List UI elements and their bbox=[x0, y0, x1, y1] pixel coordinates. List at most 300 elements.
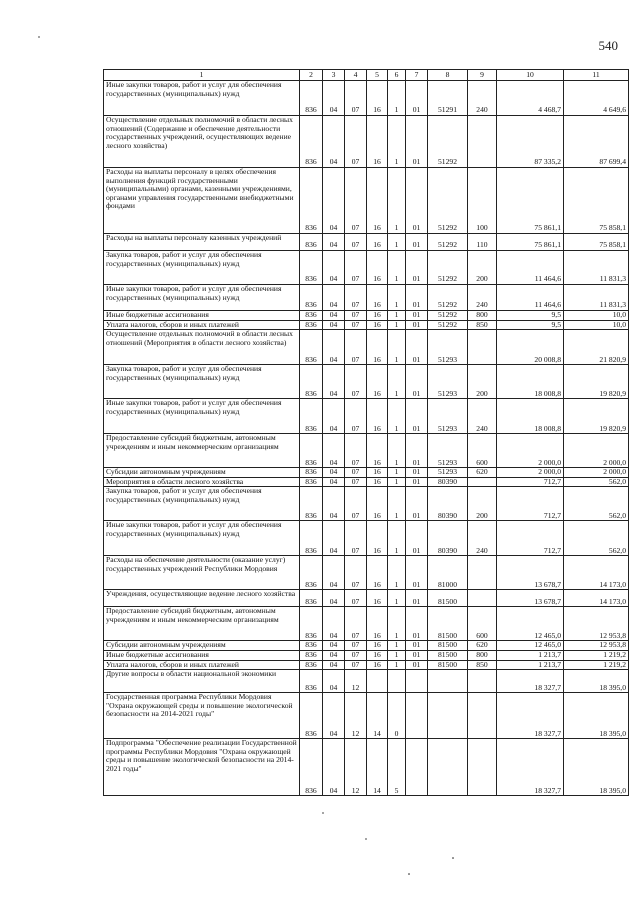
column-header-7: 7 bbox=[406, 70, 428, 81]
expense-type-code-cell bbox=[468, 116, 497, 168]
direction-code-cell: 51293 bbox=[428, 365, 468, 399]
amount-2020-cell: 18 008,8 bbox=[497, 399, 564, 434]
section-code-cell: 04 bbox=[323, 468, 345, 478]
program-code-cell: 16 bbox=[367, 320, 388, 330]
main-event-code-cell bbox=[406, 670, 428, 693]
direction-code-cell: 51293 bbox=[428, 434, 468, 468]
expense-name-cell: Осуществление отдельных полномочий в области лесных отношений (Содержание и обеспечение деятельности государственных учреждений, осуществляющих ведение лесного хозяйства) bbox=[104, 116, 300, 168]
amount-2021-cell: 19 820,9 bbox=[564, 399, 629, 434]
owner-code-cell: 836 bbox=[300, 320, 323, 330]
expense-type-code-cell: 240 bbox=[468, 285, 497, 311]
main-event-code-cell: 01 bbox=[406, 320, 428, 330]
expense-name-cell: Иные бюджетные ассигнования bbox=[104, 650, 300, 660]
subprogram-code-cell: 5 bbox=[388, 739, 406, 796]
section-code-cell: 04 bbox=[323, 650, 345, 660]
owner-code-cell: 836 bbox=[300, 234, 323, 251]
table-row bbox=[104, 81, 629, 116]
table-row bbox=[104, 590, 629, 607]
amount-2021-cell: 2 000,0 bbox=[564, 468, 629, 478]
expense-name-cell: Уплата налогов, сборов и иных платежей bbox=[104, 320, 300, 330]
expense-name-cell: Другие вопросы в области национальной экономики bbox=[104, 670, 300, 693]
table-row bbox=[104, 330, 629, 365]
subprogram-code-cell: 1 bbox=[388, 311, 406, 321]
owner-code-cell: 836 bbox=[300, 116, 323, 168]
amount-2021-cell: 10,0 bbox=[564, 311, 629, 321]
expense-type-code-cell bbox=[468, 477, 497, 487]
scan-speck bbox=[322, 812, 324, 814]
expense-name-cell: Субсидии автономным учреждениям bbox=[104, 468, 300, 478]
amount-2021-cell: 75 858,1 bbox=[564, 234, 629, 251]
subprogram-code-cell: 1 bbox=[388, 660, 406, 670]
expense-type-code-cell: 850 bbox=[468, 660, 497, 670]
subprogram-code-cell: 1 bbox=[388, 330, 406, 365]
section-code-cell: 04 bbox=[323, 251, 345, 285]
section-code-cell: 04 bbox=[323, 311, 345, 321]
expense-name-cell: Расходы на выплаты персоналу в целях обеспечения выполнения функций государственными (муниципальными) органами, казенными учреждениями, органами управления государственными внебюджетными фондами bbox=[104, 168, 300, 234]
subsection-code-cell: 07 bbox=[345, 81, 367, 116]
program-code-cell: 16 bbox=[367, 521, 388, 556]
table-row bbox=[104, 468, 629, 478]
amount-2020-cell: 75 861,1 bbox=[497, 234, 564, 251]
amount-2020-cell: 2 000,0 bbox=[497, 468, 564, 478]
table-row bbox=[104, 487, 629, 521]
column-header-5: 5 bbox=[367, 70, 388, 81]
program-code-cell: 16 bbox=[367, 365, 388, 399]
subprogram-code-cell: 1 bbox=[388, 590, 406, 607]
expense-type-code-cell bbox=[468, 330, 497, 365]
subsection-code-cell: 07 bbox=[345, 330, 367, 365]
section-code-cell: 04 bbox=[323, 330, 345, 365]
owner-code-cell: 836 bbox=[300, 285, 323, 311]
expense-type-code-cell: 620 bbox=[468, 641, 497, 651]
direction-code-cell: 51292 bbox=[428, 285, 468, 311]
main-event-code-cell: 01 bbox=[406, 607, 428, 641]
direction-code-cell: 51291 bbox=[428, 81, 468, 116]
program-code-cell: 16 bbox=[367, 330, 388, 365]
subsection-code-cell: 07 bbox=[345, 487, 367, 521]
direction-code-cell: 80390 bbox=[428, 477, 468, 487]
section-code-cell: 04 bbox=[323, 81, 345, 116]
subprogram-code-cell: 1 bbox=[388, 477, 406, 487]
subprogram-code-cell bbox=[388, 670, 406, 693]
table-row bbox=[104, 251, 629, 285]
section-code-cell: 04 bbox=[323, 477, 345, 487]
subsection-code-cell: 07 bbox=[345, 556, 367, 590]
subsection-code-cell: 07 bbox=[345, 434, 367, 468]
main-event-code-cell: 01 bbox=[406, 487, 428, 521]
subsection-code-cell: 07 bbox=[345, 285, 367, 311]
expense-type-code-cell bbox=[468, 670, 497, 693]
expense-type-code-cell: 200 bbox=[468, 251, 497, 285]
subprogram-code-cell: 1 bbox=[388, 168, 406, 234]
expense-name-cell: Иные бюджетные ассигнования bbox=[104, 311, 300, 321]
amount-2020-cell: 20 008,8 bbox=[497, 330, 564, 365]
subprogram-code-cell: 1 bbox=[388, 434, 406, 468]
expense-type-code-cell: 600 bbox=[468, 607, 497, 641]
budget-table bbox=[103, 69, 629, 796]
program-code-cell: 16 bbox=[367, 234, 388, 251]
table-row bbox=[104, 168, 629, 234]
direction-code-cell: 81500 bbox=[428, 650, 468, 660]
main-event-code-cell: 01 bbox=[406, 556, 428, 590]
expense-type-code-cell: 100 bbox=[468, 168, 497, 234]
direction-code-cell: 81000 bbox=[428, 556, 468, 590]
direction-code-cell bbox=[428, 739, 468, 796]
column-header-9: 9 bbox=[468, 70, 497, 81]
program-code-cell: 16 bbox=[367, 311, 388, 321]
direction-code-cell: 51292 bbox=[428, 251, 468, 285]
direction-code-cell: 51292 bbox=[428, 116, 468, 168]
section-code-cell: 04 bbox=[323, 434, 345, 468]
subprogram-code-cell: 1 bbox=[388, 81, 406, 116]
expense-type-code-cell: 200 bbox=[468, 487, 497, 521]
subsection-code-cell: 12 bbox=[345, 693, 367, 739]
section-code-cell: 04 bbox=[323, 116, 345, 168]
amount-2020-cell: 75 861,1 bbox=[497, 168, 564, 234]
column-header-3: 3 bbox=[323, 70, 345, 81]
owner-code-cell: 836 bbox=[300, 693, 323, 739]
main-event-code-cell: 01 bbox=[406, 168, 428, 234]
program-code-cell: 16 bbox=[367, 434, 388, 468]
amount-2020-cell: 1 213,7 bbox=[497, 660, 564, 670]
table-row bbox=[104, 477, 629, 487]
expense-type-code-cell: 240 bbox=[468, 399, 497, 434]
section-code-cell: 04 bbox=[323, 693, 345, 739]
program-code-cell: 16 bbox=[367, 487, 388, 521]
main-event-code-cell bbox=[406, 693, 428, 739]
expense-name-cell: Закупка товаров, работ и услуг для обеспечения государственных (муниципальных) нужд bbox=[104, 487, 300, 521]
program-code-cell bbox=[367, 670, 388, 693]
table-row bbox=[104, 365, 629, 399]
owner-code-cell: 836 bbox=[300, 641, 323, 651]
expense-type-code-cell bbox=[468, 590, 497, 607]
subsection-code-cell: 07 bbox=[345, 311, 367, 321]
amount-2021-cell: 11 831,3 bbox=[564, 285, 629, 311]
main-event-code-cell: 01 bbox=[406, 251, 428, 285]
amount-2021-cell: 4 649,6 bbox=[564, 81, 629, 116]
subprogram-code-cell: 1 bbox=[388, 320, 406, 330]
expense-name-cell: Иные закупки товаров, работ и услуг для обеспечения государственных (муниципальных) нужд bbox=[104, 81, 300, 116]
table-row bbox=[104, 607, 629, 641]
amount-2021-cell: 1 219,2 bbox=[564, 650, 629, 660]
subsection-code-cell: 07 bbox=[345, 641, 367, 651]
owner-code-cell: 836 bbox=[300, 660, 323, 670]
program-code-cell: 16 bbox=[367, 81, 388, 116]
program-code-cell: 16 bbox=[367, 116, 388, 168]
expense-name-cell: Субсидии автономным учреждениям bbox=[104, 641, 300, 651]
amount-2021-cell: 10,0 bbox=[564, 320, 629, 330]
expense-type-code-cell bbox=[468, 693, 497, 739]
direction-code-cell: 51293 bbox=[428, 399, 468, 434]
program-code-cell: 16 bbox=[367, 399, 388, 434]
table-header-row bbox=[104, 70, 629, 81]
program-code-cell: 16 bbox=[367, 590, 388, 607]
main-event-code-cell: 01 bbox=[406, 650, 428, 660]
subsection-code-cell: 07 bbox=[345, 320, 367, 330]
subprogram-code-cell: 1 bbox=[388, 556, 406, 590]
subprogram-code-cell: 1 bbox=[388, 116, 406, 168]
expense-type-code-cell: 110 bbox=[468, 234, 497, 251]
table-row bbox=[104, 116, 629, 168]
direction-code-cell: 51293 bbox=[428, 468, 468, 478]
amount-2020-cell: 11 464,6 bbox=[497, 251, 564, 285]
amount-2020-cell: 12 465,0 bbox=[497, 641, 564, 651]
subsection-code-cell: 07 bbox=[345, 607, 367, 641]
section-code-cell: 04 bbox=[323, 641, 345, 651]
main-event-code-cell: 01 bbox=[406, 116, 428, 168]
amount-2021-cell: 2 000,0 bbox=[564, 434, 629, 468]
amount-2021-cell: 562,0 bbox=[564, 487, 629, 521]
owner-code-cell: 836 bbox=[300, 399, 323, 434]
subsection-code-cell: 07 bbox=[345, 590, 367, 607]
amount-2021-cell: 14 173,0 bbox=[564, 556, 629, 590]
table-row bbox=[104, 556, 629, 590]
amount-2021-cell: 12 953,8 bbox=[564, 607, 629, 641]
main-event-code-cell: 01 bbox=[406, 330, 428, 365]
amount-2020-cell: 4 468,7 bbox=[497, 81, 564, 116]
expense-type-code-cell: 240 bbox=[468, 521, 497, 556]
expense-name-cell: Закупка товаров, работ и услуг для обеспечения государственных (муниципальных) нужд bbox=[104, 365, 300, 399]
program-code-cell: 16 bbox=[367, 477, 388, 487]
owner-code-cell: 836 bbox=[300, 311, 323, 321]
expense-name-cell: Осуществление отдельных полномочий в области лесных отношений (Мероприятия в области лесного хозяйства) bbox=[104, 330, 300, 365]
subprogram-code-cell: 1 bbox=[388, 399, 406, 434]
direction-code-cell: 51292 bbox=[428, 168, 468, 234]
subprogram-code-cell: 1 bbox=[388, 234, 406, 251]
expense-type-code-cell bbox=[468, 556, 497, 590]
subprogram-code-cell: 1 bbox=[388, 487, 406, 521]
table-body bbox=[104, 81, 629, 796]
owner-code-cell: 836 bbox=[300, 168, 323, 234]
expense-type-code-cell bbox=[468, 739, 497, 796]
subsection-code-cell: 07 bbox=[345, 365, 367, 399]
section-code-cell: 04 bbox=[323, 285, 345, 311]
direction-code-cell: 51292 bbox=[428, 234, 468, 251]
direction-code-cell bbox=[428, 693, 468, 739]
table-row bbox=[104, 311, 629, 321]
owner-code-cell: 836 bbox=[300, 739, 323, 796]
amount-2020-cell: 11 464,6 bbox=[497, 285, 564, 311]
expense-name-cell: Предоставление субсидий бюджетным, автономным учреждениям и иным некоммерческим организациям bbox=[104, 607, 300, 641]
expense-type-code-cell: 800 bbox=[468, 311, 497, 321]
table-row bbox=[104, 434, 629, 468]
table-row bbox=[104, 320, 629, 330]
page-number: 540 bbox=[598, 38, 618, 53]
scan-speck bbox=[452, 857, 454, 859]
table-row bbox=[104, 670, 629, 693]
table-row bbox=[104, 739, 629, 796]
amount-2020-cell: 12 465,0 bbox=[497, 607, 564, 641]
amount-2021-cell: 562,0 bbox=[564, 477, 629, 487]
column-header-2: 2 bbox=[300, 70, 323, 81]
amount-2021-cell: 562,0 bbox=[564, 521, 629, 556]
subsection-code-cell: 07 bbox=[345, 521, 367, 556]
subprogram-code-cell: 1 bbox=[388, 251, 406, 285]
direction-code-cell: 81500 bbox=[428, 660, 468, 670]
subprogram-code-cell: 1 bbox=[388, 607, 406, 641]
subsection-code-cell: 07 bbox=[345, 251, 367, 285]
subprogram-code-cell: 1 bbox=[388, 468, 406, 478]
subsection-code-cell: 07 bbox=[345, 116, 367, 168]
main-event-code-cell: 01 bbox=[406, 365, 428, 399]
expense-name-cell: Уплата налогов, сборов и иных платежей bbox=[104, 660, 300, 670]
owner-code-cell: 836 bbox=[300, 365, 323, 399]
main-event-code-cell: 01 bbox=[406, 641, 428, 651]
direction-code-cell bbox=[428, 670, 468, 693]
subsection-code-cell: 12 bbox=[345, 670, 367, 693]
expense-name-cell: Предоставление субсидий бюджетным, автономным учреждениям и иным некоммерческим организациям bbox=[104, 434, 300, 468]
owner-code-cell: 836 bbox=[300, 251, 323, 285]
amount-2020-cell: 712,7 bbox=[497, 477, 564, 487]
amount-2020-cell: 9,5 bbox=[497, 320, 564, 330]
scan-speck bbox=[38, 36, 40, 38]
main-event-code-cell: 01 bbox=[406, 521, 428, 556]
section-code-cell: 04 bbox=[323, 660, 345, 670]
subprogram-code-cell: 1 bbox=[388, 285, 406, 311]
subprogram-code-cell: 1 bbox=[388, 641, 406, 651]
main-event-code-cell: 01 bbox=[406, 468, 428, 478]
expense-type-code-cell: 800 bbox=[468, 650, 497, 660]
section-code-cell: 04 bbox=[323, 487, 345, 521]
section-code-cell: 04 bbox=[323, 365, 345, 399]
amount-2021-cell: 75 858,1 bbox=[564, 168, 629, 234]
main-event-code-cell bbox=[406, 739, 428, 796]
owner-code-cell: 836 bbox=[300, 330, 323, 365]
direction-code-cell: 51293 bbox=[428, 330, 468, 365]
program-code-cell: 16 bbox=[367, 556, 388, 590]
table-row bbox=[104, 285, 629, 311]
program-code-cell: 14 bbox=[367, 739, 388, 796]
program-code-cell: 16 bbox=[367, 607, 388, 641]
main-event-code-cell: 01 bbox=[406, 660, 428, 670]
expense-name-cell: Подпрограмма "Обеспечение реализации Государственной программы Республики Мордовия "Охрана окружающей среды и повышение экологической безопасности на 2014-2021 годы" bbox=[104, 739, 300, 796]
amount-2020-cell: 18 327,7 bbox=[497, 693, 564, 739]
program-code-cell: 14 bbox=[367, 693, 388, 739]
column-header-6: 6 bbox=[388, 70, 406, 81]
expense-type-code-cell: 240 bbox=[468, 81, 497, 116]
scan-speck bbox=[408, 873, 410, 875]
owner-code-cell: 836 bbox=[300, 487, 323, 521]
main-event-code-cell: 01 bbox=[406, 81, 428, 116]
subprogram-code-cell: 0 bbox=[388, 693, 406, 739]
amount-2021-cell: 87 699,4 bbox=[564, 116, 629, 168]
subsection-code-cell: 07 bbox=[345, 477, 367, 487]
expense-name-cell: Государственная программа Республики Мордовия "Охрана окружающей среды и повышение экологической безопасности на 2014-2021 годы" bbox=[104, 693, 300, 739]
direction-code-cell: 80390 bbox=[428, 521, 468, 556]
amount-2020-cell: 9,5 bbox=[497, 311, 564, 321]
column-header-4: 4 bbox=[345, 70, 367, 81]
subsection-code-cell: 07 bbox=[345, 650, 367, 660]
direction-code-cell: 51292 bbox=[428, 320, 468, 330]
amount-2020-cell: 712,7 bbox=[497, 487, 564, 521]
expense-name-cell: Иные закупки товаров, работ и услуг для обеспечения государственных (муниципальных) нужд bbox=[104, 285, 300, 311]
column-header-10: 10 bbox=[497, 70, 564, 81]
subsection-code-cell: 07 bbox=[345, 468, 367, 478]
owner-code-cell: 836 bbox=[300, 607, 323, 641]
amount-2020-cell: 18 327,7 bbox=[497, 670, 564, 693]
main-event-code-cell: 01 bbox=[406, 285, 428, 311]
amount-2021-cell: 21 820,9 bbox=[564, 330, 629, 365]
amount-2020-cell: 2 000,0 bbox=[497, 434, 564, 468]
expense-name-cell: Учреждения, осуществляющие ведение лесного хозяйства bbox=[104, 590, 300, 607]
owner-code-cell: 836 bbox=[300, 670, 323, 693]
expense-name-cell: Закупка товаров, работ и услуг для обеспечения государственных (муниципальных) нужд bbox=[104, 251, 300, 285]
program-code-cell: 16 bbox=[367, 660, 388, 670]
amount-2020-cell: 18 327,7 bbox=[497, 739, 564, 796]
main-event-code-cell: 01 bbox=[406, 311, 428, 321]
owner-code-cell: 836 bbox=[300, 556, 323, 590]
amount-2020-cell: 13 678,7 bbox=[497, 590, 564, 607]
column-header-1: 1 bbox=[104, 70, 300, 81]
program-code-cell: 16 bbox=[367, 650, 388, 660]
table-row bbox=[104, 234, 629, 251]
subprogram-code-cell: 1 bbox=[388, 365, 406, 399]
amount-2021-cell: 18 395,0 bbox=[564, 693, 629, 739]
direction-code-cell: 80390 bbox=[428, 487, 468, 521]
section-code-cell: 04 bbox=[323, 521, 345, 556]
column-header-11: 11 bbox=[564, 70, 629, 81]
table-row bbox=[104, 693, 629, 739]
main-event-code-cell: 01 bbox=[406, 234, 428, 251]
subsection-code-cell: 12 bbox=[345, 739, 367, 796]
section-code-cell: 04 bbox=[323, 320, 345, 330]
expense-name-cell: Иные закупки товаров, работ и услуг для обеспечения государственных (муниципальных) нужд bbox=[104, 521, 300, 556]
amount-2021-cell: 1 219,2 bbox=[564, 660, 629, 670]
main-event-code-cell: 01 bbox=[406, 477, 428, 487]
subsection-code-cell: 07 bbox=[345, 399, 367, 434]
direction-code-cell: 81500 bbox=[428, 641, 468, 651]
amount-2021-cell: 11 831,3 bbox=[564, 251, 629, 285]
amount-2021-cell: 19 820,9 bbox=[564, 365, 629, 399]
expense-type-code-cell: 600 bbox=[468, 434, 497, 468]
owner-code-cell: 836 bbox=[300, 590, 323, 607]
main-event-code-cell: 01 bbox=[406, 434, 428, 468]
subsection-code-cell: 07 bbox=[345, 234, 367, 251]
expense-name-cell: Мероприятия в области лесного хозяйства bbox=[104, 477, 300, 487]
table-row bbox=[104, 641, 629, 651]
expense-name-cell: Иные закупки товаров, работ и услуг для обеспечения государственных (муниципальных) нужд bbox=[104, 399, 300, 434]
table-row bbox=[104, 660, 629, 670]
subsection-code-cell: 07 bbox=[345, 168, 367, 234]
amount-2020-cell: 1 213,7 bbox=[497, 650, 564, 660]
amount-2021-cell: 14 173,0 bbox=[564, 590, 629, 607]
section-code-cell: 04 bbox=[323, 607, 345, 641]
section-code-cell: 04 bbox=[323, 399, 345, 434]
owner-code-cell: 836 bbox=[300, 650, 323, 660]
main-event-code-cell: 01 bbox=[406, 590, 428, 607]
subprogram-code-cell: 1 bbox=[388, 521, 406, 556]
direction-code-cell: 81500 bbox=[428, 607, 468, 641]
section-code-cell: 04 bbox=[323, 168, 345, 234]
program-code-cell: 16 bbox=[367, 251, 388, 285]
section-code-cell: 04 bbox=[323, 739, 345, 796]
program-code-cell: 16 bbox=[367, 641, 388, 651]
direction-code-cell: 51292 bbox=[428, 311, 468, 321]
program-code-cell: 16 bbox=[367, 468, 388, 478]
amount-2020-cell: 87 335,2 bbox=[497, 116, 564, 168]
subsection-code-cell: 07 bbox=[345, 660, 367, 670]
subprogram-code-cell: 1 bbox=[388, 650, 406, 660]
column-header-8: 8 bbox=[428, 70, 468, 81]
owner-code-cell: 836 bbox=[300, 521, 323, 556]
section-code-cell: 04 bbox=[323, 556, 345, 590]
amount-2021-cell: 18 395,0 bbox=[564, 670, 629, 693]
amount-2021-cell: 18 395,0 bbox=[564, 739, 629, 796]
program-code-cell: 16 bbox=[367, 168, 388, 234]
expense-type-code-cell: 850 bbox=[468, 320, 497, 330]
section-code-cell: 04 bbox=[323, 234, 345, 251]
section-code-cell: 04 bbox=[323, 590, 345, 607]
